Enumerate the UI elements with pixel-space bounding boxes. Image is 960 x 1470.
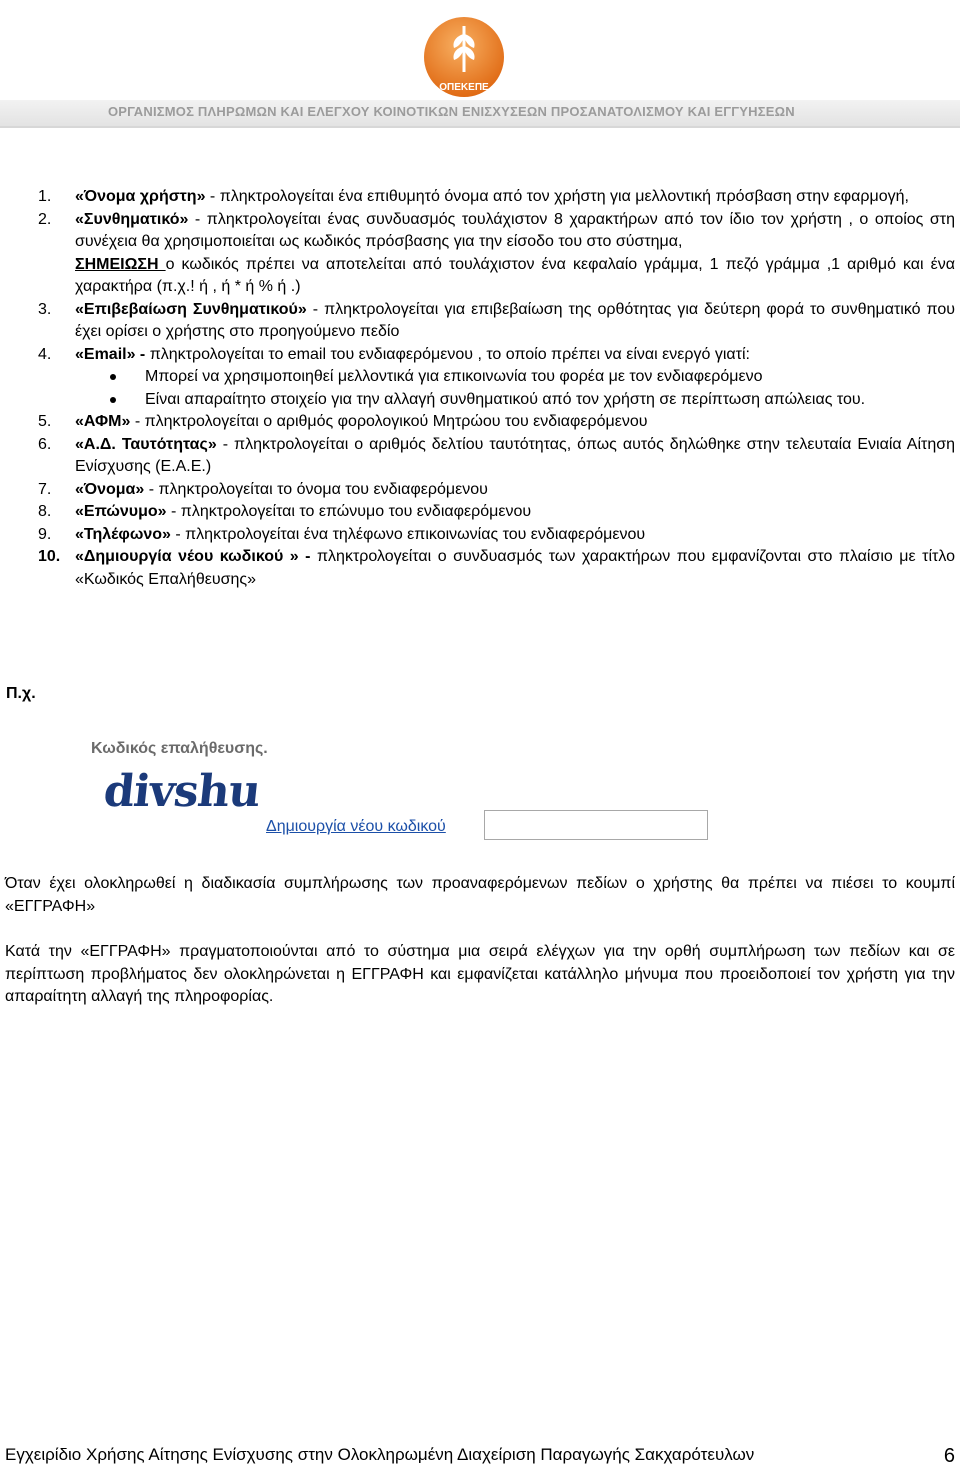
captcha-label: Κωδικός επαλήθευσης. bbox=[91, 740, 268, 757]
item-number: 5. bbox=[38, 413, 52, 430]
item-text: - πληκτρολογείται ο αριθμός φορολογικού Μητρώου του ενδιαφερόμενου bbox=[130, 413, 648, 430]
page-header bbox=[0, 0, 960, 140]
new-code-link[interactable]: Δημιουργία νέου κωδικού bbox=[266, 818, 446, 835]
item-number: 3. bbox=[38, 300, 52, 318]
item-text: - πληκτρολογείται ένα τηλέφωνο επικοινωνίας του ενδιαφερόμενου bbox=[170, 525, 646, 543]
item-number: 8. bbox=[38, 503, 52, 520]
footer-title: Εγχειρίδιο Χρήσης Αίτησης Ενίσχυσης στην Ολοκληρωμένη Διαχείριση Παραγωγής Σακχαρότευλων bbox=[5, 1445, 755, 1464]
list-item bbox=[0, 524, 960, 547]
opekepe-logo-icon bbox=[416, 14, 512, 100]
item-text: - πληκτρολογείται ο αριθμός δελτίου ταυτότητας, όπως αυτός δηλώθηκε στην τελευταία Ενιαία Αίτηση Ενίσχυσης (Ε.Α.Ε.) bbox=[75, 435, 955, 475]
item-number: 9. bbox=[38, 525, 52, 543]
list-item bbox=[0, 411, 960, 434]
captcha-image: divshu bbox=[101, 766, 263, 817]
captcha-panel bbox=[88, 740, 728, 850]
item-title: «Δημιουργία νέου κωδικού » - bbox=[75, 548, 317, 565]
item-title: «Τηλέφωνο» bbox=[75, 525, 171, 543]
email-reasons bbox=[75, 366, 955, 411]
item-title: «Α.Δ. Ταυτότητας» bbox=[75, 435, 217, 453]
list-item bbox=[0, 434, 960, 479]
bullet-item bbox=[75, 389, 955, 412]
note-label: ΣΗΜΕΙΩΣΗ bbox=[75, 255, 166, 273]
item-text: - πληκτρολογείται ένα επιθυμητό όνομα από τον χρήστη για μελλοντική πρόσβαση στην εφαρμογή, bbox=[205, 188, 909, 205]
item-text: πληκτρολογείται ο συνδυασμός των χαρακτήρων που εμφανίζονται στο πλαίσιο με τίτλο «Κωδικός Επαλήθευσης» bbox=[75, 548, 955, 588]
list-item bbox=[0, 344, 960, 412]
item-number: 7. bbox=[38, 480, 52, 498]
item-number: 1. bbox=[38, 188, 52, 205]
organization-banner bbox=[0, 100, 960, 128]
item-title: «Όνομα χρήστη» bbox=[75, 188, 206, 205]
list-item bbox=[0, 501, 960, 524]
item-title: «Συνθηματικό» bbox=[75, 210, 189, 228]
list-item bbox=[0, 299, 960, 344]
bullet-item bbox=[75, 366, 955, 389]
item-number: 10. bbox=[38, 548, 61, 565]
item-text: - πληκτρολογείται το όνομα του ενδιαφερόμενου bbox=[144, 480, 488, 498]
item-title: «Επώνυμο» bbox=[75, 503, 167, 520]
list-item bbox=[0, 546, 960, 591]
bullet-icon bbox=[110, 397, 116, 403]
paragraph: Όταν έχει ολοκληρωθεί η διαδικασία συμπλήρωσης των προαναφερόμενων πεδίων ο χρήστης θα πρέπει να πιέσει το κουμπί «ΕΓΓΡΑΦΗ» bbox=[5, 875, 955, 915]
captcha-input[interactable] bbox=[484, 810, 708, 840]
item-title: «Επιβεβαίωση Συνθηματικού» bbox=[75, 300, 307, 318]
item-title: «ΑΦΜ» bbox=[75, 413, 131, 430]
item-number: 6. bbox=[38, 435, 52, 453]
field-list bbox=[0, 186, 960, 591]
logo-text: ΟΠΕΚΕΠΕ bbox=[439, 82, 489, 93]
list-item bbox=[0, 209, 960, 299]
item-text: - πληκτρολογείται ένας συνδυασμός τουλάχιστον 8 χαρακτήρων από τον ίδιο τον χρήστη , ο οποίος στη συνέχεια θα χρησιμοποιείται ως κωδικός πρόσβασης για την είσοδο του στο σύστημα, bbox=[75, 210, 955, 250]
bullet-text: Μπορεί να χρησιμοποιηθεί μελλοντικά για επικοινωνία του φορέα με τον ενδιαφερόμενο bbox=[145, 368, 763, 385]
item-text: - πληκτρολογείται για επιβεβαίωση της ορθότητας για δεύτερη φορά το συνθηματικό που έχει ορίσει ο χρήστης στο προηγούμενο πεδίο bbox=[75, 300, 956, 340]
item-title: «Email» - bbox=[75, 345, 150, 363]
page-footer bbox=[5, 1445, 955, 1465]
item-number: 2. bbox=[38, 210, 52, 228]
bullet-icon bbox=[110, 374, 116, 380]
instructions bbox=[0, 186, 960, 591]
item-title: «Όνομα» bbox=[75, 480, 145, 498]
page-number: 6 bbox=[943, 1445, 955, 1467]
organization-title: ΟΡΓΑΝΙΣΜΟΣ ΠΛΗΡΩΜΩΝ ΚΑΙ ΕΛΕΓΧΟΥ ΚΟΙΝΟΤΙΚΩΝ ΕΝΙΣΧΥΣΕΩΝ ΠΡΟΣΑΝΑΤΟΛΙΣΜΟΥ ΚΑΙ ΕΓΓΥΗΣΕΩΝ bbox=[108, 104, 795, 119]
paragraph: Κατά την «ΕΓΓΡΑΦΗ» πραγματοποιούνται από το σύστημα μια σειρά ελέγχων για την ορθή συμπλήρωση των πεδίων και σε περίπτωση προβλήματος δεν ολοκληρώνεται η ΕΓΓΡΑΦΗ και εμφανίζεται κατάλληλο μήνυμα που προειδοποιεί τον χρήστη για την απαραίτητη αλλαγή της πληροφορίας. bbox=[5, 943, 955, 1005]
item-number: 4. bbox=[38, 345, 52, 363]
item-text: - πληκτρολογείται το επώνυμο του ενδιαφερόμενου bbox=[166, 503, 532, 520]
note-text: ο κωδικός πρέπει να αποτελείται από τουλάχιστον ένα κεφαλαίο γράμμα, 1 πεζό γράμμα ,1 αριθμό και ένα χαρακτήρα (π.χ.! ή , ή * ή % ή .) bbox=[75, 255, 956, 295]
item-text: πληκτρολογείται το email του ενδιαφερόμενου , το οποίο πρέπει να είναι ενεργό γιατί: bbox=[149, 345, 750, 363]
example-label: Π.χ. bbox=[6, 685, 36, 702]
list-item bbox=[0, 479, 960, 502]
bullet-text: Είναι απαραίτητο στοιχείο για την αλλαγή συνθηματικού από τον χρήστη σε περίπτωση απώλειας του. bbox=[145, 390, 866, 408]
list-item bbox=[0, 186, 960, 209]
